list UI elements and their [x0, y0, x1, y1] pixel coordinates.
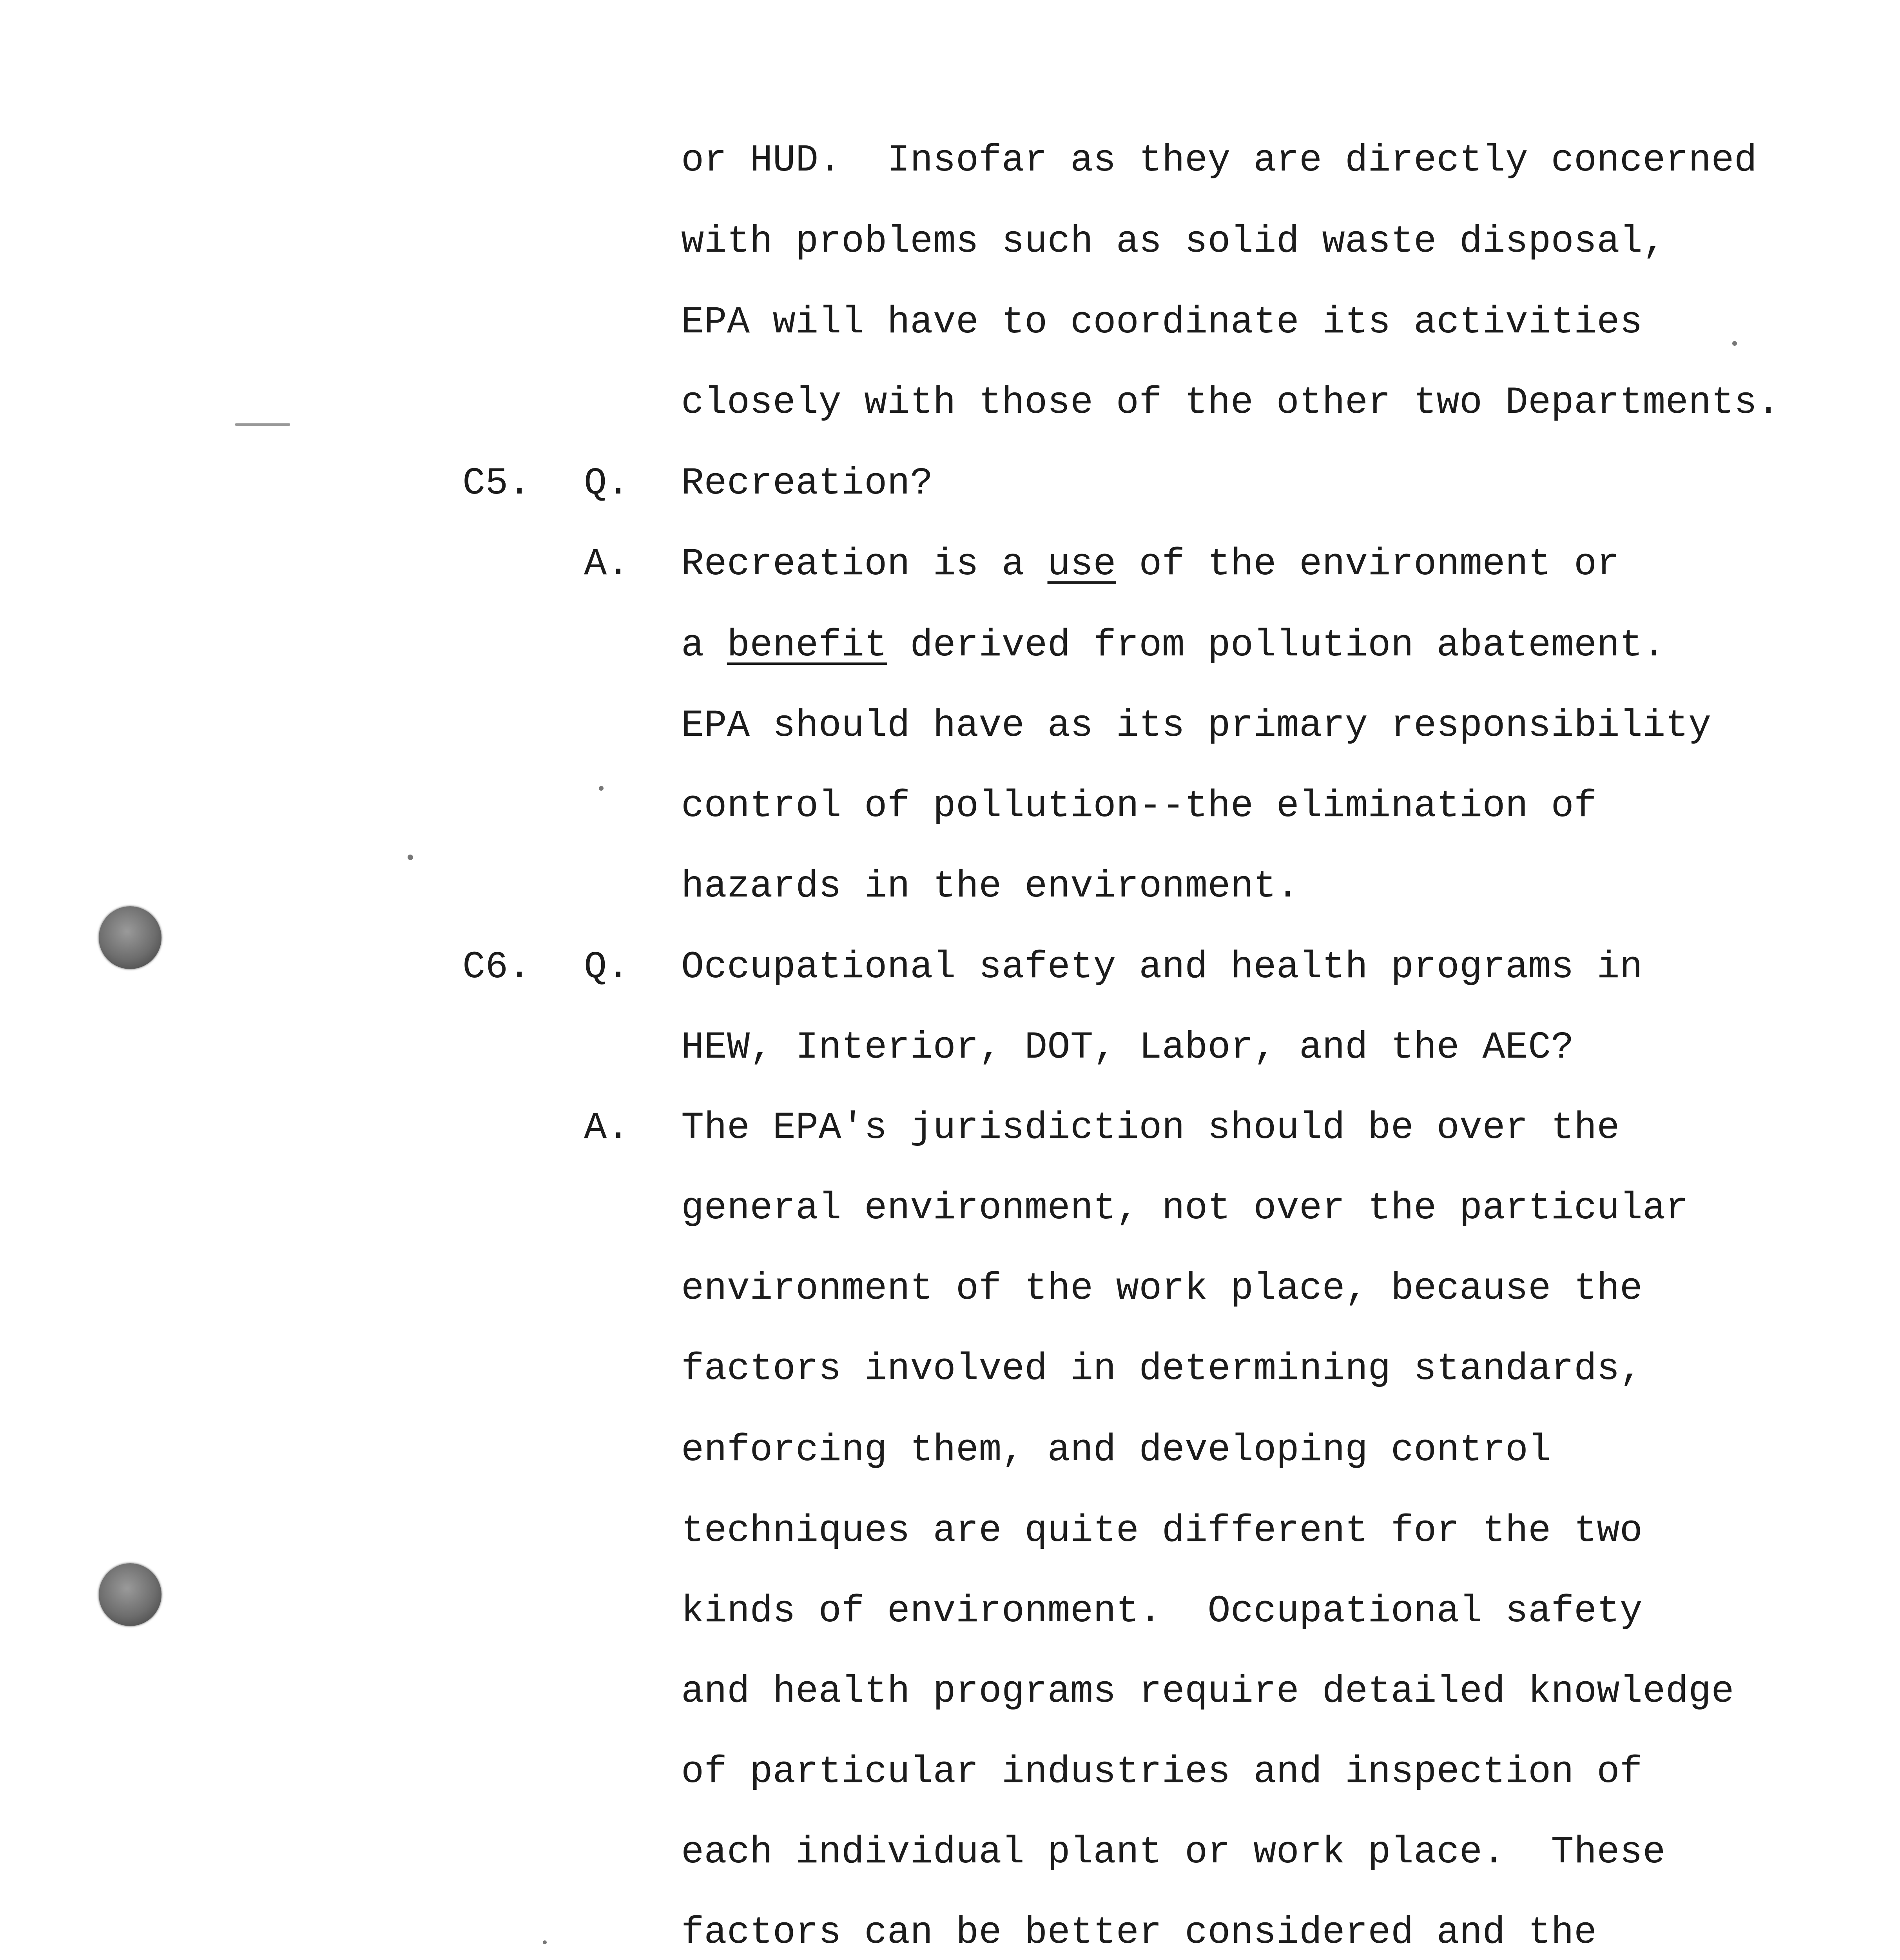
punch-hole-bottom — [99, 1563, 161, 1626]
text-line: factors involved in determining standards, — [681, 1348, 1643, 1391]
text-line — [681, 622, 1666, 669]
answer-label: A. — [584, 543, 630, 586]
scan-speck — [599, 786, 604, 791]
text-line: The EPA's jurisdiction should be over the — [681, 1107, 1620, 1150]
text-line: environment of the work place, because the — [681, 1267, 1643, 1310]
text-line: techniques are quite different for the two — [681, 1510, 1643, 1553]
underlined-word-use: use — [1047, 543, 1116, 586]
text-segment: a — [681, 624, 727, 667]
text-line: kinds of environment. Occupational safety — [681, 1590, 1643, 1633]
question-text: Recreation? — [681, 462, 933, 505]
scan-speck — [1732, 341, 1737, 346]
text-line: and health programs require detailed knowledge — [681, 1670, 1734, 1713]
question-label: Q. — [584, 462, 630, 505]
scan-speck — [235, 423, 290, 426]
item-number-c6: C6. — [462, 946, 531, 989]
scan-speck — [408, 855, 413, 860]
text-line: of particular industries and inspection of — [681, 1751, 1643, 1794]
text-line: closely with those of the other two Departments. — [681, 381, 1780, 425]
text-line: factors can be better considered and the — [681, 1911, 1597, 1955]
question-text: Occupational safety and health programs in — [681, 946, 1643, 989]
item-number-c5: C5. — [462, 462, 531, 505]
text-line — [681, 541, 1620, 588]
text-line: general environment, not over the particular — [681, 1187, 1689, 1230]
text-line: EPA should have as its primary responsibility — [681, 704, 1711, 748]
punch-hole-top — [99, 906, 161, 969]
question-text: HEW, Interior, DOT, Labor, and the AEC? — [681, 1026, 1574, 1069]
underlined-word-benefit: benefit — [727, 624, 887, 667]
text-line: each individual plant or work place. These — [681, 1831, 1666, 1874]
text-line: or HUD. Insofar as they are directly concerned — [681, 139, 1757, 182]
question-label: Q. — [584, 946, 630, 989]
text-segment: derived from pollution abatement. — [887, 624, 1666, 667]
scan-speck — [543, 1940, 547, 1944]
text-segment: Recreation is a — [681, 543, 1048, 586]
text-line: control of pollution--the elimination of — [681, 785, 1597, 828]
text-line: hazards in the environment. — [681, 865, 1300, 908]
text-line: EPA will have to coordinate its activities — [681, 301, 1643, 344]
text-line: enforcing them, and developing control — [681, 1429, 1551, 1472]
text-line: with problems such as solid waste disposal, — [681, 220, 1666, 263]
answer-label: A. — [584, 1107, 630, 1150]
text-segment: of the environment or — [1116, 543, 1620, 586]
